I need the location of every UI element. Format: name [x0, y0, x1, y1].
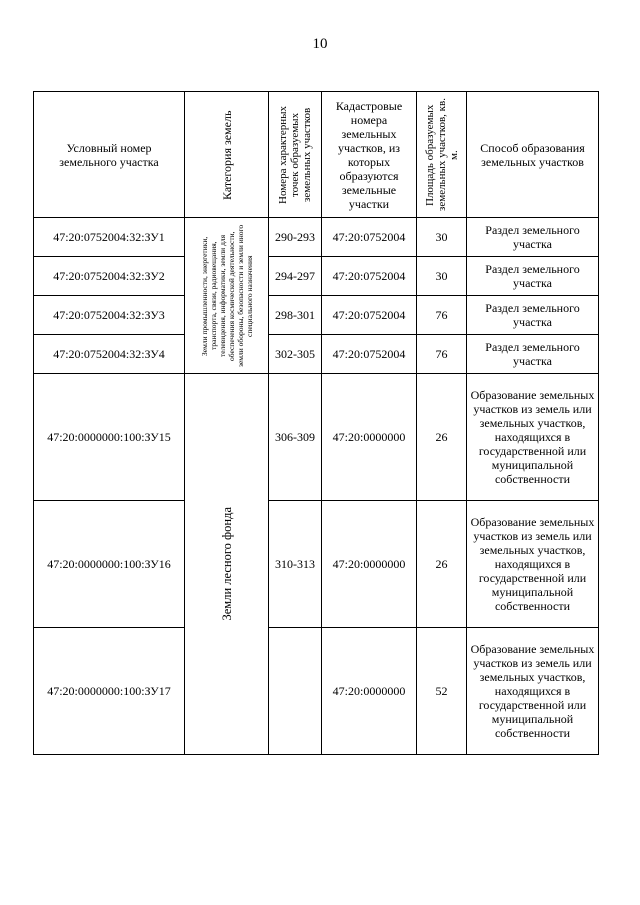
points-cell: 298-301 — [269, 296, 322, 335]
table-row — [34, 296, 599, 335]
area-cell: 26 — [417, 501, 467, 628]
header-plot-number: Условный номер земельного участка — [34, 92, 185, 218]
cadastral-cell: 47:20:0752004 — [322, 218, 417, 257]
plot-number-cell: 47:20:0000000:100:ЗУ15 — [34, 374, 185, 501]
plot-number-cell: 47:20:0000000:100:ЗУ16 — [34, 501, 185, 628]
header-category: Категория земель — [185, 92, 269, 218]
plot-number-cell: 47:20:0752004:32:ЗУ4 — [34, 335, 185, 374]
cadastral-cell: 47:20:0752004 — [322, 296, 417, 335]
points-cell: 306-309 — [269, 374, 322, 501]
header-method: Способ образования земельных участков — [467, 92, 599, 218]
table-row — [34, 335, 599, 374]
points-cell: 302-305 — [269, 335, 322, 374]
cadastral-cell: 47:20:0000000 — [322, 501, 417, 628]
table-row — [34, 218, 599, 257]
method-cell: Образование земельных участков из земель или земельных участков, находящихся в государственной или муниципальной собственности — [467, 501, 599, 628]
area-cell: 52 — [417, 628, 467, 755]
land-plots-table — [33, 91, 599, 755]
method-cell: Образование земельных участков из земель или земельных участков, находящихся в государственной или муниципальной собственности — [467, 374, 599, 501]
points-cell: 310-313 — [269, 501, 322, 628]
area-cell: 76 — [417, 335, 467, 374]
cadastral-cell: 47:20:0752004 — [322, 257, 417, 296]
plot-number-cell: 47:20:0752004:32:ЗУ3 — [34, 296, 185, 335]
header-area: Площадь образуемых земельных участков, кв. м. — [417, 92, 467, 218]
page-number: 10 — [312, 36, 328, 52]
table-row — [34, 374, 599, 501]
method-cell: Раздел земельного участка — [467, 257, 599, 296]
table-row — [34, 628, 599, 755]
area-cell: 30 — [417, 218, 467, 257]
table-row — [34, 257, 599, 296]
category-cell-forest: Земли лесного фонда — [185, 374, 269, 755]
method-cell: Раздел земельного участка — [467, 218, 599, 257]
cadastral-cell: 47:20:0000000 — [322, 628, 417, 755]
header-points: Номера характерных точек образуемых земельных участков — [269, 92, 322, 218]
area-cell: 76 — [417, 296, 467, 335]
points-cell: 294-297 — [269, 257, 322, 296]
cadastral-cell: 47:20:0752004 — [322, 335, 417, 374]
plot-number-cell: 47:20:0000000:100:ЗУ17 — [34, 628, 185, 755]
plot-number-cell: 47:20:0752004:32:ЗУ1 — [34, 218, 185, 257]
points-cell — [269, 628, 322, 755]
area-cell: 30 — [417, 257, 467, 296]
method-cell: Раздел земельного участка — [467, 296, 599, 335]
method-cell: Образование земельных участков из земель или земельных участков, находящихся в государственной или муниципальной собственности — [467, 628, 599, 755]
points-cell: 290-293 — [269, 218, 322, 257]
category-cell-special: Земли промышленности, энергетики, транспорта, связи, радиовещания, телевидения, информатики, земли для обеспечения космической деятельности, земли обороны, безопасности и земли иного специального назначения — [185, 218, 269, 374]
table-header-row — [34, 92, 599, 218]
cadastral-cell: 47:20:0000000 — [322, 374, 417, 501]
area-cell: 26 — [417, 374, 467, 501]
header-cadastral: Кадастровые номера земельных участков, из которых образуются земельные участки — [322, 92, 417, 218]
plot-number-cell: 47:20:0752004:32:ЗУ2 — [34, 257, 185, 296]
table-row — [34, 501, 599, 628]
method-cell: Раздел земельного участка — [467, 335, 599, 374]
